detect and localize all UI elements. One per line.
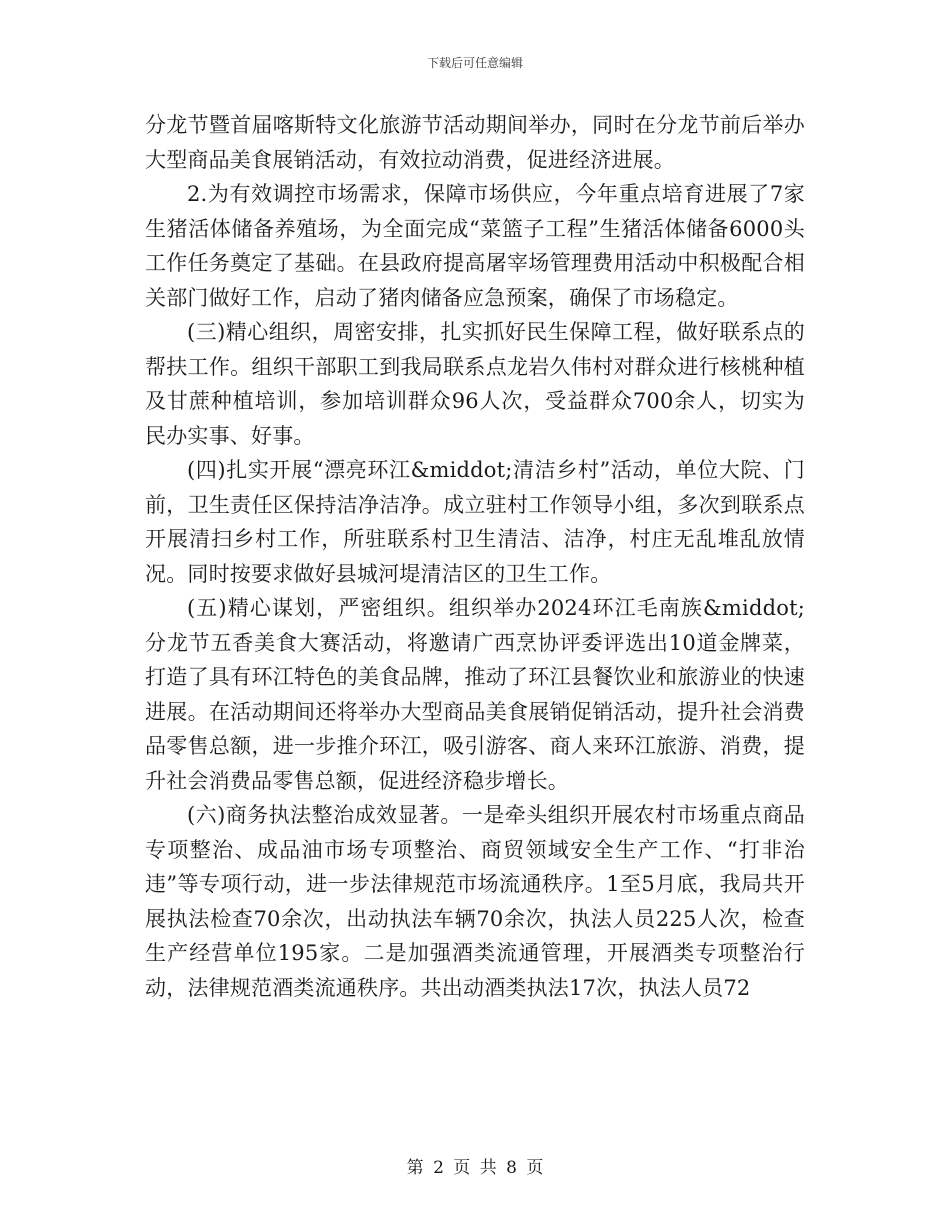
paragraph-5: (五)精心谋划，严密组织。组织举办2024环江毛南族&middot;分龙节五香美食大赛活动，将邀请广西烹协评委评选出10道金牌菜，打造了具有环江特色的美食品牌，推动了环江县餐饮业和旅游业的快速进展。在活动期间还将举办大型商品美食展销促销活动，提升社会消费品零售总额，进一步推介环江，吸引游客、商人来环江旅游、消费，提升社会消费品零售总额，促进经济稳步增长。 [145,596,805,793]
page-header: 下载后可任意编辑 [426,56,523,70]
document-body [145,108,805,1005]
paragraph-1: 分龙节暨首届喀斯特文化旅游节活动期间举办，同时在分龙节前后举办大型商品美食展销活动，有效拉动消费，促进经济进展。 [145,113,805,172]
paragraph-4: (四)扎实开展“漂亮环江&middot;清洁乡村”活动，单位大院、门前，卫生责任区保持洁净洁净。成立驻村工作领导小组，多次到联系点开展清扫乡村工作，所驻联系村卫生清洁、洁净，村庄无乱堆乱放情况。同时按要求做好县城河堤清洁区的卫生工作。 [145,458,805,586]
paragraph-3: (三)精心组织，周密安排，扎实抓好民生保障工程，做好联系点的帮扶工作。组织干部职工到我局联系点龙岩久伟村对群众进行核桃种植及甘蔗种植培训，参加培训群众96人次，受益群众700余人，切实为民办实事、好事。 [145,320,805,448]
paragraph-6: (六)商务执法整治成效显著。一是牵头组织开展农村市场重点商品专项整治、成品油市场专项整治、商贸领域安全生产工作、“打非治违”等专项行动，进一步法律规范市场流通秩序。1至5月底，我局共开展执法检查70余次，出动执法车辆70余次，执法人员225人次，检查生产经营单位195家。二是加强酒类流通管理，开展酒类专项整治行动，法律规范酒类流通秩序。共出动酒类执法17次，执法人员72 [145,803,805,1000]
page-footer: 第 2 页 共 8 页 [406,1158,544,1178]
paragraph-2: 2.为有效调控市场需求，保障市场供应，今年重点培育进展了7家生猪活体储备养殖场，为全面完成“菜篮子工程”生猪活体储备6000头工作任务奠定了基础。在县政府提高屠宰场管理费用活动中积极配合相关部门做好工作，启动了猪肉储备应急预案，确保了市场稳定。 [145,182,805,310]
